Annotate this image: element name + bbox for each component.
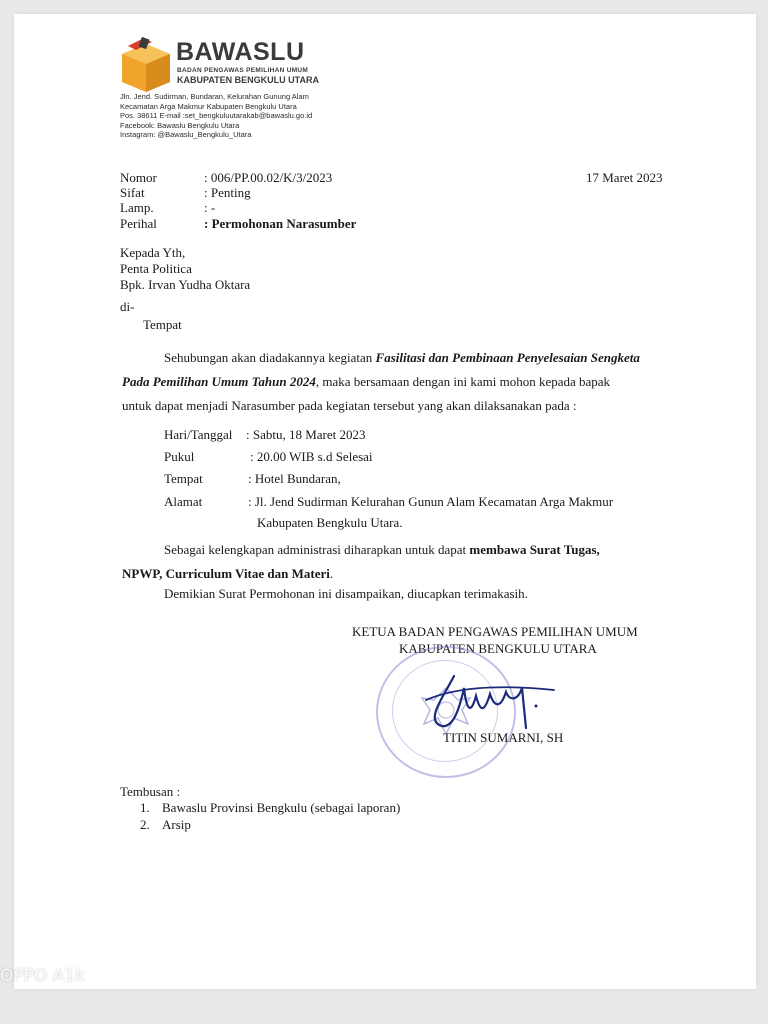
lamp-value: : - (204, 200, 216, 215)
tembusan-item: 1. Bawaslu Provinsi Bengkulu (sebagai laporan) (140, 800, 401, 815)
nomor-label: Nomor (120, 170, 157, 185)
hari-label: Hari/Tanggal (164, 427, 233, 442)
alamat-label: Alamat (164, 494, 203, 509)
tembusan-item: 2. Arsip (140, 817, 191, 832)
lamp-label: Lamp. (120, 200, 154, 215)
bawaslu-logo-icon (118, 36, 174, 94)
signatory-name: TITIN SUMARNI, SH (443, 730, 564, 745)
nomor-value: : 006/PP.00.02/K/3/2023 (204, 170, 333, 185)
recipient-tempat: Tempat (143, 317, 182, 332)
alamat-value-line-2: Kabupaten Bengkulu Utara. (257, 515, 403, 530)
tembusan-item-text: Arsip (162, 817, 191, 832)
perihal-value: : Permohonan Narasumber (204, 216, 357, 231)
recipient-di: di- (120, 299, 135, 314)
recipient-line: Kepada Yth, (120, 245, 186, 260)
signatory-title-2: KABUPATEN BENGKULU UTARA (399, 641, 597, 656)
hari-value: : Sabtu, 18 Maret 2023 (246, 427, 366, 442)
address-line: Kecamatan Arga Makmur Kabupaten Bengkulu Utara (120, 101, 297, 111)
p1-text: , maka bersamaan dengan ini kami mohon kepada bapak (315, 374, 611, 389)
tembusan-item-text: Bawaslu Provinsi Bengkulu (sebagai laporan) (162, 800, 401, 815)
paragraph-3: Demikian Surat Permohonan ini disampaikan, diucapkan terimakasih. (164, 586, 528, 601)
camera-watermark: OPPO A1k (0, 966, 85, 986)
paragraph-1-line-1 (164, 346, 640, 370)
tempat-value: : Hotel Bundaran, (248, 471, 341, 486)
p2-requirements: membawa Surat Tugas, (469, 542, 600, 557)
p2-requirements: NPWP, Curriculum Vitae dan Materi (122, 566, 330, 581)
pukul-value: : 20.00 WIB s.d Selesai (250, 449, 373, 464)
pukul-label: Pukul (164, 449, 195, 464)
p1-activity-name: Fasilitasi dan Pembinaan Penyelesaian Sengketa (375, 350, 640, 365)
paragraph-1-line-2 (122, 370, 610, 394)
brand-name: BAWASLU (176, 38, 305, 66)
region-line: KABUPATEN BENGKULU UTARA (177, 75, 319, 85)
recipient-line: Penta Politica (120, 261, 192, 276)
recipient-line: Bpk. Irvan Yudha Oktara (120, 277, 251, 292)
sifat-label: Sifat (120, 185, 145, 200)
address-line: Pos. 38611 E-mail :set_bengkuluutarakab@bawaslu.go.id (120, 111, 313, 120)
letter-date: 17 Maret 2023 (586, 170, 663, 185)
address-line: Instagram: @Bawaslu_Bengkulu_Utara (120, 130, 252, 139)
alamat-value: : Jl. Jend Sudirman Kelurahan Gunun Alam Kecamatan Arga Makmur (248, 494, 614, 509)
address-line: Jln. Jend. Sudirman, Bundaran, Kelurahan Gunung Alam (120, 92, 309, 101)
letter-page (14, 14, 756, 989)
address-block (120, 92, 312, 140)
p1-election-name: Pada Pemilihan Umum Tahun 2024 (122, 374, 316, 389)
paragraph-2-line-1 (164, 538, 600, 562)
p2-text: . (329, 566, 334, 581)
tempat-label: Tempat (164, 471, 203, 486)
paragraph-1-line-3: untuk dapat menjadi Narasumber pada kegiatan tersebut yang akan dilaksanakan pada : (122, 398, 577, 413)
sifat-value: : Penting (204, 185, 251, 200)
handwritten-signature (414, 666, 564, 734)
perihal-label: Perihal (120, 216, 157, 231)
tembusan-label: Tembusan : (120, 784, 181, 799)
org-line: BADAN PENGAWAS PEMILIHAN UMUM (177, 67, 309, 74)
p1-text: Sehubungan akan diadakannya kegiatan (164, 350, 376, 365)
signatory-title-1: KETUA BADAN PENGAWAS PEMILIHAN UMUM (352, 624, 638, 639)
address-line: Facebook: Bawaslu Bengkulu Utara (120, 120, 240, 130)
p2-text: Sebagai kelengkapan administrasi diharapkan untuk dapat (164, 542, 470, 557)
